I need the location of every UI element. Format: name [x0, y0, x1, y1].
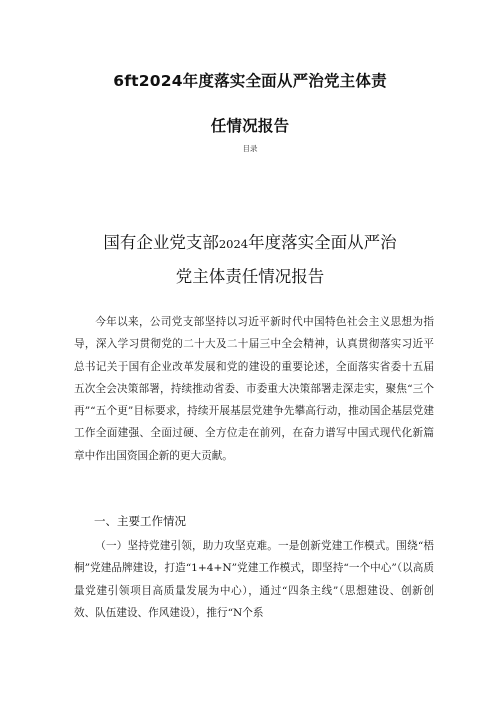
report-title-year: 2024	[218, 237, 249, 251]
toc-label: 目录	[242, 144, 258, 153]
report-title-prefix: 国有企业党支部	[103, 233, 219, 252]
report-title-line2: 党主体责任情况报告	[175, 267, 325, 286]
intro-paragraph: 今年以来，公司党支部坚持以习近平新时代中国特色社会主义思想为指导，深入学习贯彻党的二十大及二十届三中全会精神，认真贯彻落实习近平总书记关于国有企业改革发展和党的建设的重要论述，全面落实省委十五届五次全会决策部署，持续推动省委、市委重大决策部署走深走实，聚焦“三个再”“五个更”目标要求，持续开展基层党建争先攀高行动，推动国企基层党建工作全面建强、全面过硬、全方位走在前列，在奋力谱写中国式现代化新篇章中作出国资国企新的更大贡献。	[74, 316, 434, 462]
report-title-suffix: 年度落实全面从严治	[248, 233, 397, 252]
section-heading: 一、主要工作情况	[94, 514, 186, 528]
document-title-line2: 任情况报告	[210, 117, 290, 135]
document-title-line1: 6ft2024年度落实全面从严治党主体责	[113, 72, 387, 90]
report-title-line1	[0, 229, 500, 253]
section-paragraph: （一）坚持党建引领，助力攻坚克难。一是创新党建工作模式。围绕“梧桐”党建品牌建设，打造“1+4+N”党建工作模式，即坚持“一个中心”（以高质量党建引领项目高质量发展为中心），通过“四条主线”（思想建设、创新创效、队伍建设、作风建设），推行“N个系	[74, 540, 434, 619]
